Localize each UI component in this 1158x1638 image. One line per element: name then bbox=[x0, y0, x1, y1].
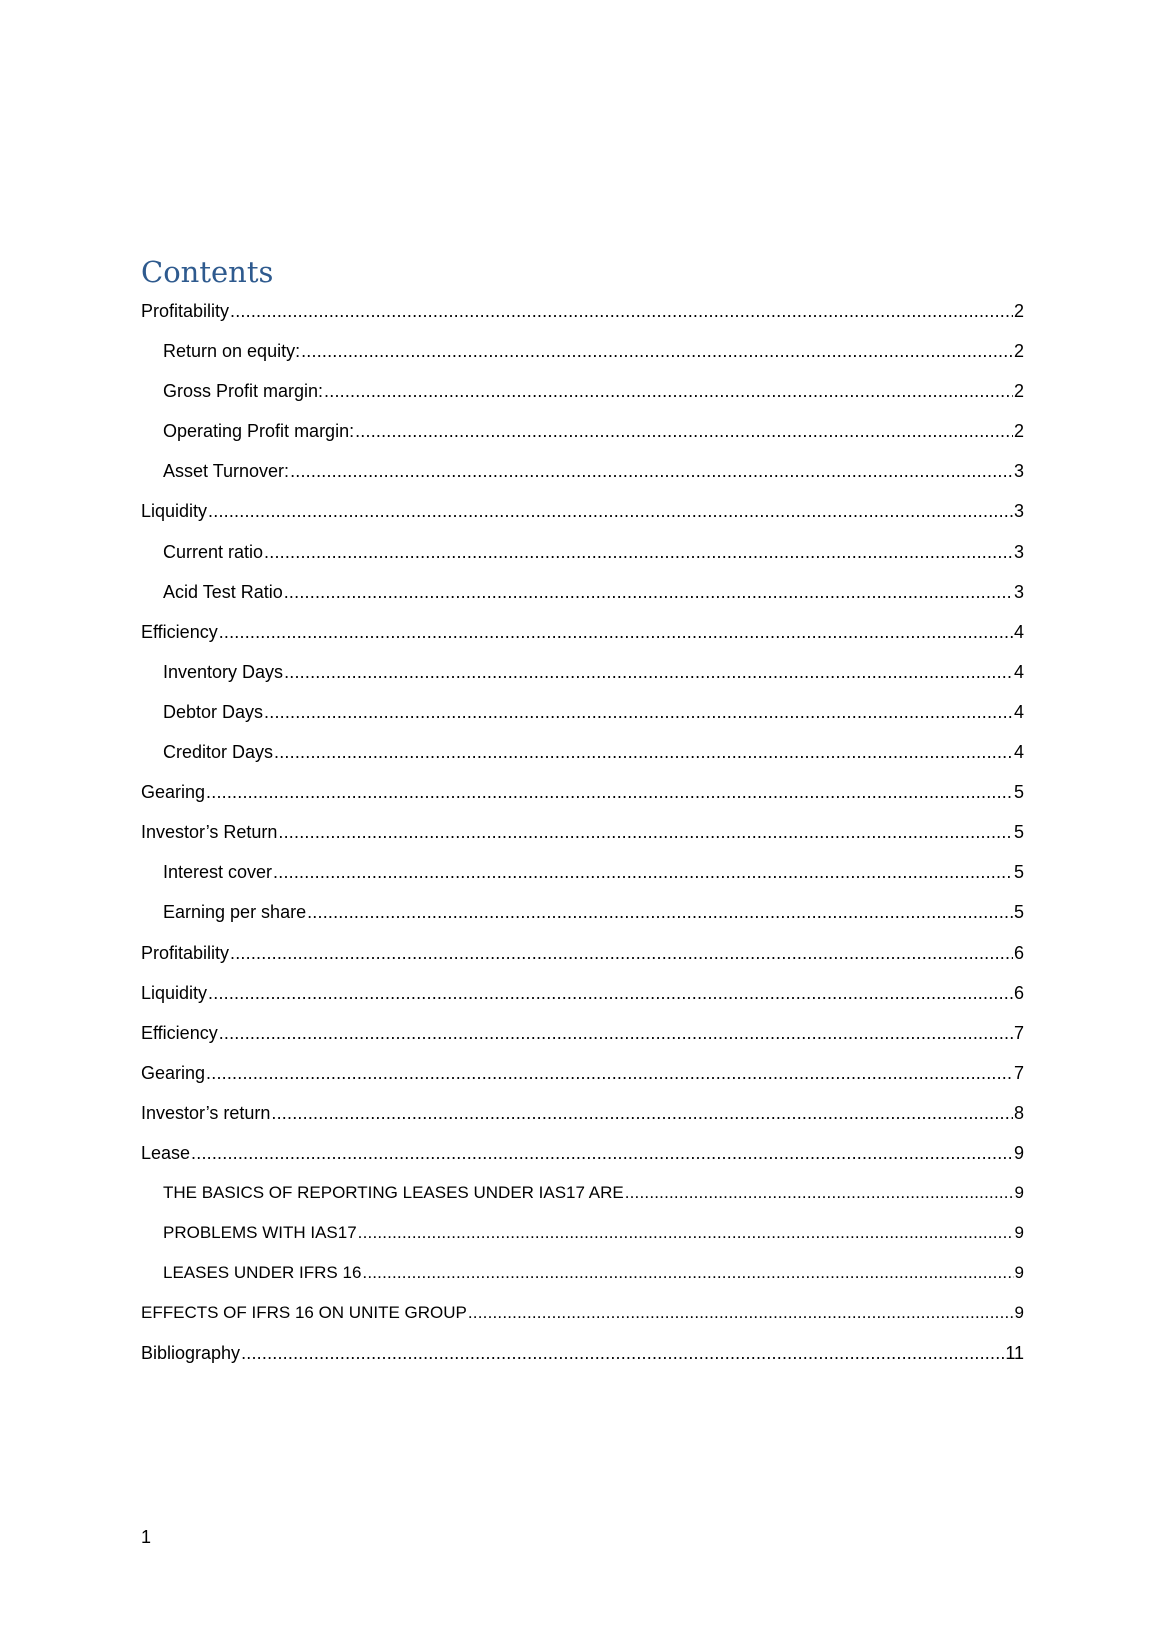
toc-entry-page: 4 bbox=[1013, 621, 1024, 642]
toc-entry-operating-profit-margin[interactable] bbox=[141, 414, 1024, 454]
toc-entry-investors-return-2[interactable] bbox=[141, 1096, 1024, 1136]
toc-entry-page: 9 bbox=[1013, 1142, 1024, 1163]
toc-entry-leases-under-ifrs16[interactable] bbox=[141, 1256, 1024, 1296]
toc-entry-interest-cover[interactable] bbox=[141, 855, 1024, 895]
toc-entry-page: 7 bbox=[1013, 1062, 1024, 1083]
toc-entry-label: Lease bbox=[141, 1142, 191, 1163]
toc-entry-liquidity-2[interactable] bbox=[141, 976, 1024, 1016]
toc-entry-page: 3 bbox=[1013, 461, 1024, 482]
toc-entry-page: 9 bbox=[1014, 1303, 1024, 1323]
toc-entry-efficiency-2[interactable] bbox=[141, 1016, 1024, 1056]
dot-leader bbox=[271, 1096, 1013, 1130]
toc-entry-label: Asset Turnover: bbox=[163, 461, 290, 482]
toc-entry-label: Gearing bbox=[141, 1062, 206, 1083]
toc-entry-label: Return on equity: bbox=[163, 341, 301, 362]
toc-entry-page: 9 bbox=[1014, 1223, 1024, 1243]
toc-entry-return-on-equity[interactable] bbox=[141, 334, 1024, 374]
toc-entry-page: 2 bbox=[1013, 301, 1024, 321]
toc-entry-label: Profitability bbox=[141, 942, 230, 963]
toc-entry-efficiency[interactable] bbox=[141, 615, 1024, 655]
toc-entry-label: Bibliography bbox=[141, 1343, 241, 1364]
toc-entry-investors-return[interactable] bbox=[141, 815, 1024, 855]
dot-leader bbox=[284, 655, 1013, 689]
dot-leader bbox=[324, 374, 1013, 408]
toc-entry-label: Debtor Days bbox=[163, 701, 264, 722]
toc-entry-label: Interest cover bbox=[163, 862, 273, 883]
toc-entry-page: 5 bbox=[1013, 822, 1024, 843]
toc-entry-bibliography[interactable] bbox=[141, 1336, 1024, 1376]
dot-leader bbox=[230, 294, 1013, 328]
toc-entry-lease[interactable] bbox=[141, 1136, 1024, 1176]
toc-entry-label: Acid Test Ratio bbox=[163, 581, 283, 602]
dot-leader bbox=[307, 895, 1013, 929]
dot-leader bbox=[284, 575, 1013, 609]
toc-entry-creditor-days[interactable] bbox=[141, 735, 1024, 775]
dot-leader bbox=[301, 334, 1013, 368]
toc-entry-profitability-2[interactable] bbox=[141, 936, 1024, 976]
toc-entry-label: Investor’s return bbox=[141, 1102, 271, 1123]
toc-entry-page: 4 bbox=[1013, 742, 1024, 763]
toc-entry-page: 7 bbox=[1013, 1022, 1024, 1043]
toc-entry-page: 3 bbox=[1013, 541, 1024, 562]
toc-entry-page: 3 bbox=[1013, 501, 1024, 522]
dot-leader bbox=[191, 1136, 1013, 1170]
table-of-contents bbox=[141, 294, 1024, 1377]
dot-leader bbox=[208, 494, 1013, 528]
toc-entry-page: 6 bbox=[1013, 982, 1024, 1003]
dot-leader bbox=[273, 855, 1013, 889]
toc-entry-page: 9 bbox=[1014, 1183, 1024, 1203]
toc-entry-page: 2 bbox=[1013, 381, 1024, 402]
toc-entry-page: 9 bbox=[1014, 1263, 1024, 1283]
dot-leader bbox=[278, 815, 1013, 849]
toc-entry-page: 2 bbox=[1013, 341, 1024, 362]
toc-entry-label: LEASES UNDER IFRS 16 bbox=[163, 1263, 362, 1283]
dot-leader bbox=[290, 454, 1013, 488]
toc-entry-problems-with-ias17[interactable] bbox=[141, 1216, 1024, 1256]
toc-entry-label: THE BASICS OF REPORTING LEASES UNDER IAS17 ARE bbox=[163, 1183, 624, 1203]
toc-entry-page: 5 bbox=[1013, 862, 1024, 883]
toc-entry-label: Profitability bbox=[141, 301, 230, 321]
toc-entry-page: 5 bbox=[1013, 902, 1024, 923]
toc-entry-profitability[interactable] bbox=[141, 294, 1024, 334]
toc-entry-page: 4 bbox=[1013, 701, 1024, 722]
dot-leader bbox=[208, 976, 1013, 1010]
toc-entry-page: 11 bbox=[1005, 1343, 1024, 1364]
toc-entry-label: Creditor Days bbox=[163, 742, 274, 763]
toc-heading: Contents bbox=[141, 255, 274, 289]
dot-leader bbox=[206, 775, 1013, 809]
toc-entry-effects-of-ifrs16[interactable] bbox=[141, 1296, 1024, 1336]
page-number: 1 bbox=[141, 1527, 152, 1547]
toc-entry-liquidity[interactable] bbox=[141, 494, 1024, 534]
toc-entry-debtor-days[interactable] bbox=[141, 695, 1024, 735]
toc-entry-label: Inventory Days bbox=[163, 661, 284, 682]
toc-entry-label: EFFECTS OF IFRS 16 ON UNITE GROUP bbox=[141, 1303, 467, 1323]
dot-leader bbox=[219, 1016, 1013, 1050]
toc-entry-page: 5 bbox=[1013, 782, 1024, 803]
toc-entry-label: Liquidity bbox=[141, 982, 208, 1003]
toc-entry-acid-test-ratio[interactable] bbox=[141, 575, 1024, 615]
toc-entry-gearing-2[interactable] bbox=[141, 1056, 1024, 1096]
dot-leader bbox=[355, 414, 1013, 448]
toc-entry-label: PROBLEMS WITH IAS17 bbox=[163, 1223, 357, 1243]
toc-entry-label: Earning per share bbox=[163, 902, 307, 923]
toc-entry-basics-of-reporting-leases[interactable] bbox=[141, 1176, 1024, 1216]
dot-leader bbox=[274, 735, 1013, 769]
toc-entry-page: 8 bbox=[1013, 1102, 1024, 1123]
toc-entry-page: 6 bbox=[1013, 942, 1024, 963]
toc-entry-page: 4 bbox=[1013, 661, 1024, 682]
dot-leader bbox=[468, 1296, 1014, 1330]
toc-entry-label: Investor’s Return bbox=[141, 822, 278, 843]
toc-entry-label: Liquidity bbox=[141, 501, 208, 522]
dot-leader bbox=[230, 936, 1013, 970]
dot-leader bbox=[358, 1216, 1014, 1250]
toc-entry-inventory-days[interactable] bbox=[141, 655, 1024, 695]
toc-entry-gearing[interactable] bbox=[141, 775, 1024, 815]
dot-leader bbox=[264, 535, 1013, 569]
toc-entry-page: 3 bbox=[1013, 581, 1024, 602]
toc-entry-label: Operating Profit margin: bbox=[163, 421, 355, 442]
dot-leader bbox=[206, 1056, 1013, 1090]
toc-entry-label: Current ratio bbox=[163, 541, 264, 562]
dot-leader bbox=[241, 1336, 1004, 1370]
toc-entry-label: Gross Profit margin: bbox=[163, 381, 324, 402]
toc-entry-earning-per-share[interactable] bbox=[141, 895, 1024, 935]
dot-leader bbox=[219, 615, 1013, 649]
toc-entry-current-ratio[interactable] bbox=[141, 535, 1024, 575]
toc-entry-label: Efficiency bbox=[141, 621, 218, 642]
toc-entry-label: Efficiency bbox=[141, 1022, 218, 1043]
toc-entry-gross-profit-margin[interactable] bbox=[141, 374, 1024, 414]
toc-entry-page: 2 bbox=[1013, 421, 1024, 442]
dot-leader bbox=[362, 1256, 1013, 1290]
dot-leader bbox=[625, 1176, 1014, 1210]
toc-entry-label: Gearing bbox=[141, 782, 206, 803]
toc-entry-asset-turnover[interactable] bbox=[141, 454, 1024, 494]
dot-leader bbox=[264, 695, 1013, 729]
